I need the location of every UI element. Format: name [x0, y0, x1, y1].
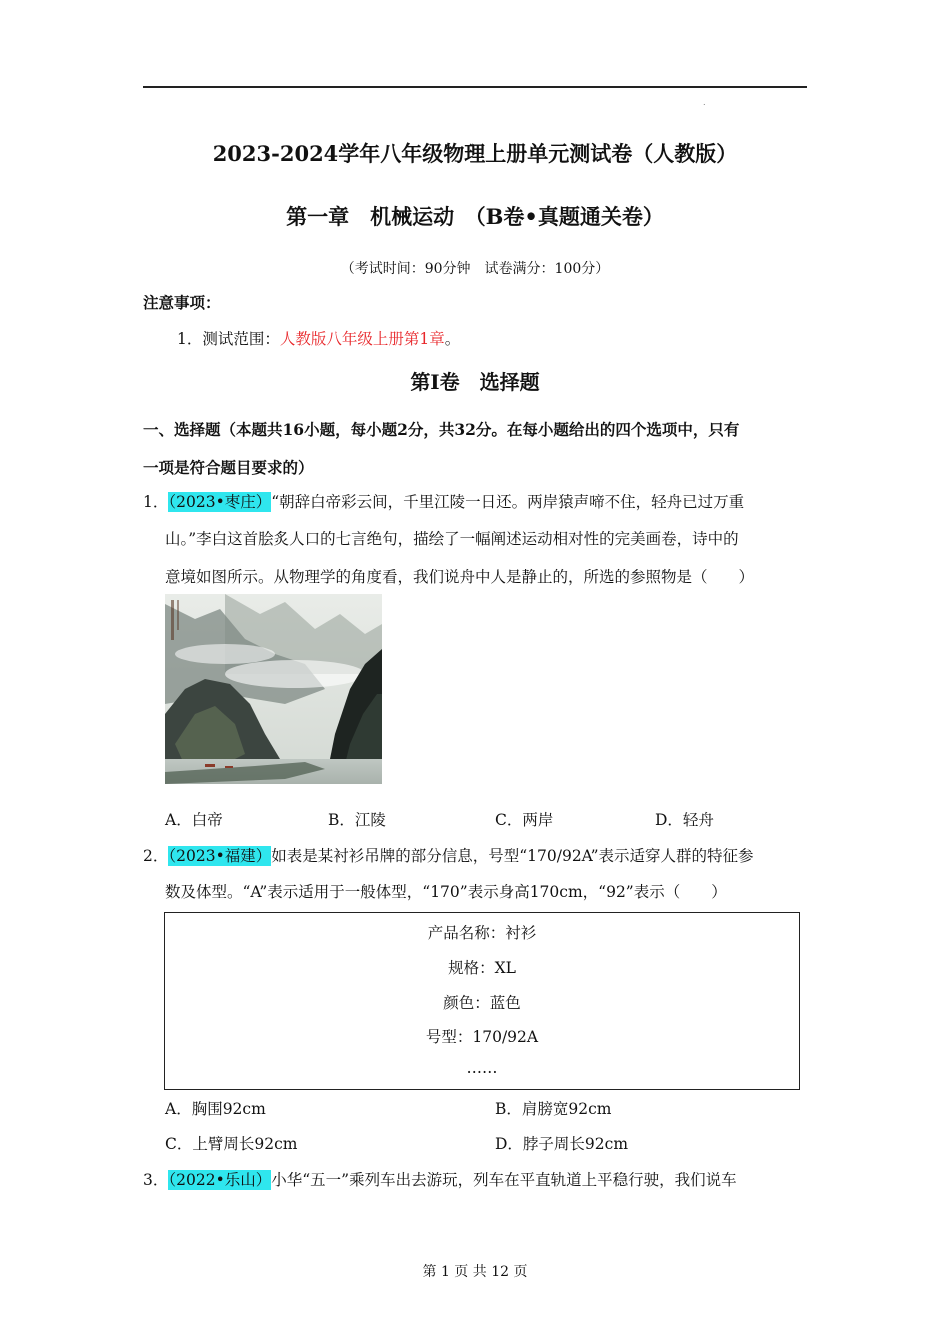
q3-source-tag: （2022•乐山） — [168, 1171, 272, 1189]
section-title: 第Ⅰ卷 选择题 — [410, 370, 540, 394]
q2-number: 2． — [143, 847, 169, 865]
q1-option-b: B．江陵 — [328, 811, 386, 829]
q3-number: 3． — [143, 1171, 169, 1189]
table-row: …… — [466, 1059, 498, 1077]
notice-heading: 注意事项： — [143, 293, 221, 312]
table-row: 号型：170/92A — [425, 1028, 539, 1046]
notice-item-1 — [177, 327, 460, 349]
q1-option-a: A．白帝 — [165, 811, 223, 829]
q2-line2: 数及体型。“A”表示适用于一般体型，“170”表示身高170cm，“92”表示（ ） — [165, 883, 727, 901]
table-row: 规格：XL — [448, 959, 516, 977]
table-row: 颜色：蓝色 — [443, 994, 521, 1012]
q2-option-b: B．肩膀宽92cm — [495, 1100, 612, 1118]
chapter-title: 第一章 机械运动 （B卷•真题通关卷） — [286, 204, 664, 229]
q2-option-a: A．胸围92cm — [165, 1100, 266, 1118]
page-footer: 第 1 页 共 12 页 — [422, 1264, 528, 1280]
header-dot: . — [703, 98, 706, 107]
q2-label-table — [164, 912, 800, 1090]
q1-text-line1: “朝辞白帝彩云间，千里江陵一日还。两岸猿声啼不住，轻舟已过万重 — [271, 493, 745, 511]
q1-line1 — [143, 490, 744, 512]
q1-number: 1． — [143, 493, 169, 511]
q1-option-c: C．两岸 — [495, 811, 554, 829]
q2-option-d: D．脖子周长92cm — [495, 1135, 629, 1153]
part1-instructions-line2: 一项是符合题目要求的） — [143, 458, 314, 477]
q3-text-line1: 小华“五一”乘列车出去游玩，列车在平直轨道上平稳行驶，我们说车 — [271, 1171, 737, 1189]
q1-line3: 意境如图所示。从物理学的角度看，我们说舟中人是静止的，所选的参照物是（ ） — [165, 568, 755, 586]
q1-source-tag: （2023•枣庄） — [168, 493, 272, 511]
q2-line1 — [143, 844, 754, 866]
exam-title: 2023-2024学年八年级物理上册单元测试卷（人教版） — [212, 141, 738, 166]
q2-text-line1: 如表是某衬衫吊牌的部分信息，号型“170/92A”表示适穿人群的特征参 — [271, 847, 754, 865]
q2-option-c: C．上臂周长92cm — [165, 1135, 298, 1153]
part1-instructions-line1: 一、选择题（本题共16小题，每小题2分，共32分。在每小题给出的四个选项中，只有 — [143, 420, 740, 439]
header-rule — [143, 86, 807, 88]
notice-item-1-suffix: 。 — [444, 330, 461, 348]
notice-item-1-scope: 人教版八年级上册第1章 — [279, 330, 445, 348]
q3-line1 — [143, 1168, 737, 1190]
q1-option-d: D．轻舟 — [655, 811, 714, 829]
q2-source-tag: （2023•福建） — [168, 847, 272, 865]
notice-item-1-prefix: 1．测试范围： — [177, 330, 280, 348]
q1-line2: 山。”李白这首脍炙人口的七言绝句，描绘了一幅阐述运动相对性的完美画卷，诗中的 — [165, 530, 739, 548]
q1-landscape-painting — [165, 594, 382, 784]
landscape-painting-image — [165, 594, 382, 784]
table-row: 产品名称：衬衫 — [427, 924, 537, 942]
exam-info: （考试时间：90分钟 试卷满分：100分） — [340, 261, 610, 277]
